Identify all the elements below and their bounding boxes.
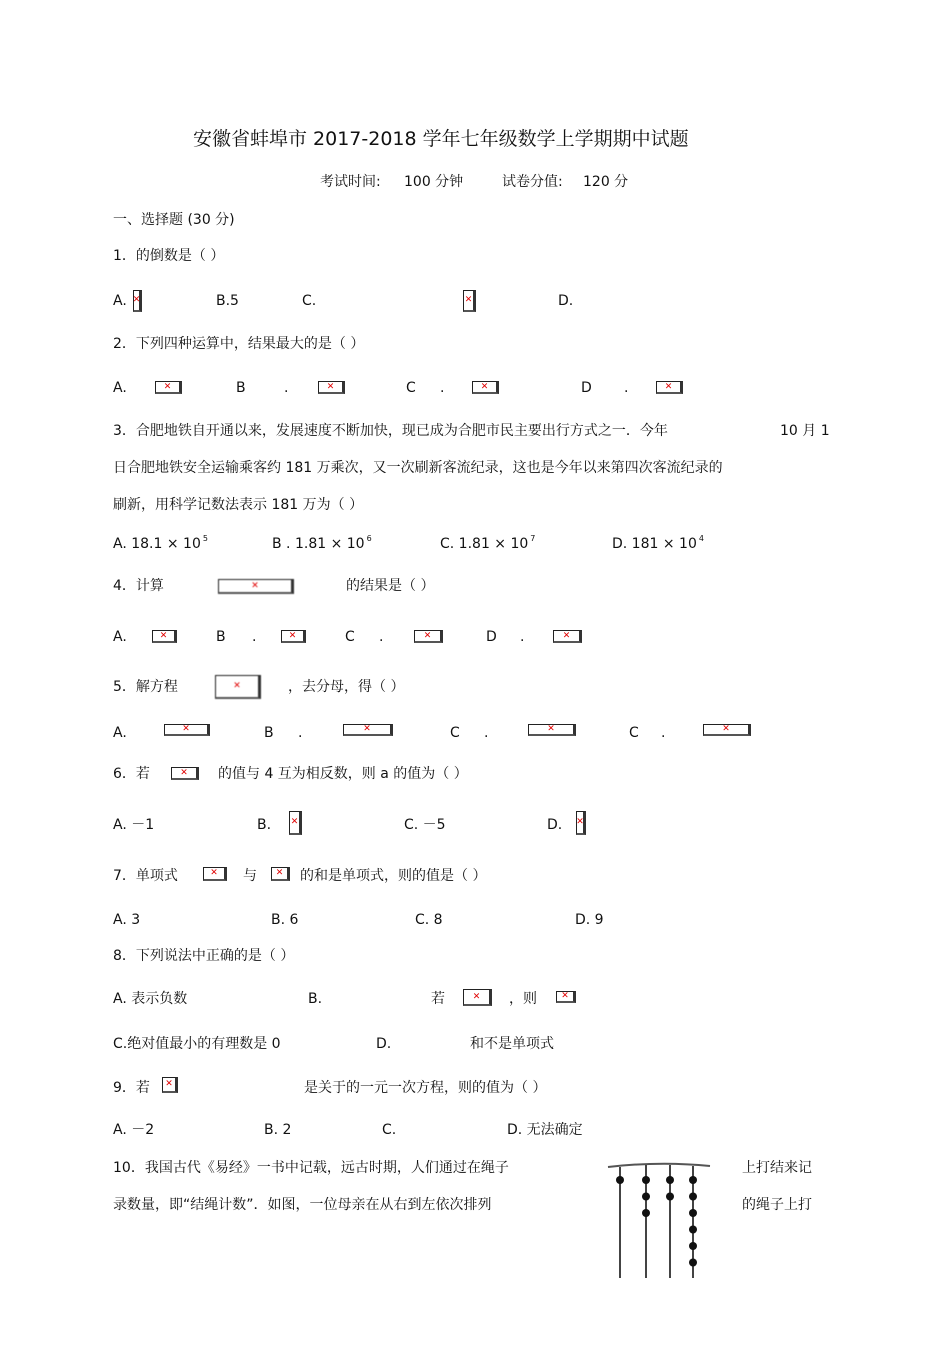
q5-stem-start: 5．解方程 xyxy=(113,679,178,695)
formula-image-icon xyxy=(271,867,290,881)
q10-line-2-end: 的绳子上打 xyxy=(742,1197,812,1213)
q5-option-c: C xyxy=(450,725,460,741)
q10-line-2: 录数量，即“结绳计数”．如图，一位母亲在从右到左依次排列 xyxy=(113,1197,492,1213)
q9-option-b: B. 2 xyxy=(264,1122,292,1138)
formula-image-icon xyxy=(414,630,443,643)
q4-stem-start: 4．计算 xyxy=(113,578,164,594)
q6-stem-start: 6．若 xyxy=(113,766,150,782)
q5-dot: . xyxy=(298,725,303,741)
q2-option-c: C xyxy=(406,380,416,396)
rope-knot xyxy=(642,1209,650,1217)
q2-stem: 2．下列四种运算中，结果最大的是（ ） xyxy=(113,336,365,352)
formula-image-icon xyxy=(281,630,306,643)
q6-option-b: B. xyxy=(257,817,272,833)
q4-dot: . xyxy=(520,629,525,645)
q2-option-b: B xyxy=(236,380,246,396)
formula-image-icon xyxy=(472,381,499,394)
rope-knot xyxy=(689,1226,697,1234)
q5-option-d: C xyxy=(629,725,639,741)
q3-option-d: D. 181 × 10 $^4$ xyxy=(612,534,704,552)
q3-line-2: 日合肥地铁安全运输乘客约 181 万乘次，又一次刷新客流纪录，这也是今年以来第四次客流纪录的 xyxy=(113,460,723,476)
formula-image-icon xyxy=(218,579,294,594)
q9-stem-end: 是关于的一元一次方程，则的值为（ ） xyxy=(304,1080,547,1096)
q5-dot: . xyxy=(484,725,489,741)
q2-dot: . xyxy=(440,380,445,396)
formula-image-icon xyxy=(556,991,576,1003)
rope-knot xyxy=(666,1176,674,1184)
q2-dot: . xyxy=(624,380,629,396)
formula-image-icon xyxy=(553,630,582,643)
q8-stem: 8．下列说法中正确的是（ ） xyxy=(113,948,295,964)
q3-line-1: 3．合肥地铁自开通以来，发展速度不断加快，现已成为合肥市民主要出行方式之一．今年 xyxy=(113,423,668,439)
formula-image-icon xyxy=(171,767,199,780)
q4-option-b: B xyxy=(216,629,226,645)
q7-stem-and: 与 xyxy=(243,868,257,884)
formula-image-icon xyxy=(164,724,210,736)
q9-option-c: C. xyxy=(382,1122,397,1138)
q7-stem-end: 的和是单项式，则的值是（ ） xyxy=(300,868,487,884)
q5-stem-end: ，去分母，得（ ） xyxy=(288,679,405,695)
rope-knot xyxy=(642,1176,650,1184)
q6-option-c: C. －5 xyxy=(404,817,446,833)
formula-image-icon xyxy=(463,989,492,1006)
formula-image-icon xyxy=(703,724,751,736)
q7-option-d: D. 9 xyxy=(575,912,604,928)
q4-stem-end: 的结果是（ ） xyxy=(346,578,435,594)
formula-image-icon xyxy=(528,724,576,736)
q9-option-a: A. －2 xyxy=(113,1122,155,1138)
q9-stem-start: 9．若 xyxy=(113,1080,150,1096)
formula-image-icon xyxy=(203,867,227,881)
rope-knot xyxy=(689,1193,697,1201)
rope-knot xyxy=(616,1176,624,1184)
q2-dot: . xyxy=(284,380,289,396)
q4-dot: . xyxy=(252,629,257,645)
rope-knot xyxy=(689,1242,697,1250)
q4-option-c: C xyxy=(345,629,355,645)
knotted-rope-figure xyxy=(605,1160,715,1285)
q1-option-b: B.5 xyxy=(216,293,239,309)
q8-option-b-if: 若 xyxy=(431,991,445,1007)
section-heading: 一、选择题 (30 分) xyxy=(113,212,235,228)
exam-time-label: 考试时间: xyxy=(320,174,381,190)
rope-knot xyxy=(689,1209,697,1217)
q4-option-a: A. xyxy=(113,629,127,645)
rope-knot xyxy=(666,1193,674,1201)
q8-option-a: A. 表示负数 xyxy=(113,991,188,1007)
q5-dot: . xyxy=(661,725,666,741)
q8-option-d: D. xyxy=(376,1036,392,1052)
q8-option-b: B. xyxy=(308,991,323,1007)
formula-image-icon xyxy=(576,811,586,835)
formula-image-icon xyxy=(162,1077,178,1093)
q1-option-a: A. xyxy=(113,293,127,309)
q3-option-a: A. 18.1 × 10 $^5$ xyxy=(113,534,208,552)
q6-option-d: D. xyxy=(547,817,563,833)
page-title: 安徽省蚌埠市 2017-2018 学年七年级数学上学期期中试题 xyxy=(193,128,689,150)
exam-score-value: 120 分 xyxy=(583,174,629,190)
q10-line-1-end: 上打结来记 xyxy=(742,1160,812,1176)
q8-option-b-then: ，则 xyxy=(509,991,537,1007)
q9-option-d: D. 无法确定 xyxy=(507,1122,583,1138)
q8-option-d-text: 和不是单项式 xyxy=(470,1036,554,1052)
q7-stem-start: 7．单项式 xyxy=(113,868,178,884)
q7-option-b: B. 6 xyxy=(271,912,299,928)
q4-option-d: D xyxy=(486,629,497,645)
q8-option-c: C.绝对值最小的有理数是 0 xyxy=(113,1036,281,1052)
q5-option-b: B xyxy=(264,725,274,741)
q3-option-b: B . 1.81 × 10 $^6$ xyxy=(272,534,372,552)
q2-option-d: D xyxy=(581,380,592,396)
formula-image-icon xyxy=(155,381,182,394)
formula-image-icon xyxy=(656,381,683,394)
q6-option-a: A. －1 xyxy=(113,817,155,833)
q1-option-c: C. xyxy=(302,293,317,309)
q3-line-3: 刷新，用科学记数法表示 181 万为（ ） xyxy=(113,497,364,513)
q7-option-a: A. 3 xyxy=(113,912,141,928)
q5-option-a: A. xyxy=(113,725,127,741)
q6-stem-end: 的值与 4 互为相反数，则 a 的值为（ ） xyxy=(218,766,468,782)
q2-option-a: A. xyxy=(113,380,127,396)
q3-line-1-date: 10 月 1 xyxy=(780,423,830,439)
formula-image-icon xyxy=(463,290,476,312)
q10-line-1: 10．我国古代《易经》一书中记载，远古时期，人们通过在绳子 xyxy=(113,1160,509,1176)
q4-dot: . xyxy=(379,629,384,645)
rope-knot xyxy=(642,1193,650,1201)
formula-image-icon xyxy=(318,381,345,394)
q1-option-d: D. xyxy=(558,293,574,309)
exam-score-label: 试卷分值: xyxy=(502,174,563,190)
formula-image-icon xyxy=(152,630,177,643)
formula-image-icon xyxy=(215,675,261,699)
q7-option-c: C. 8 xyxy=(415,912,443,928)
rope-knot xyxy=(689,1259,697,1267)
q1-stem: 1．的倒数是（ ） xyxy=(113,248,225,264)
formula-image-icon xyxy=(289,811,302,835)
exam-time-value: 100 分钟 xyxy=(404,174,464,190)
rope-knot xyxy=(689,1176,697,1184)
formula-image-icon xyxy=(133,290,142,312)
formula-image-icon xyxy=(343,724,393,736)
q3-option-c: C. 1.81 × 10 $^7$ xyxy=(440,534,536,552)
